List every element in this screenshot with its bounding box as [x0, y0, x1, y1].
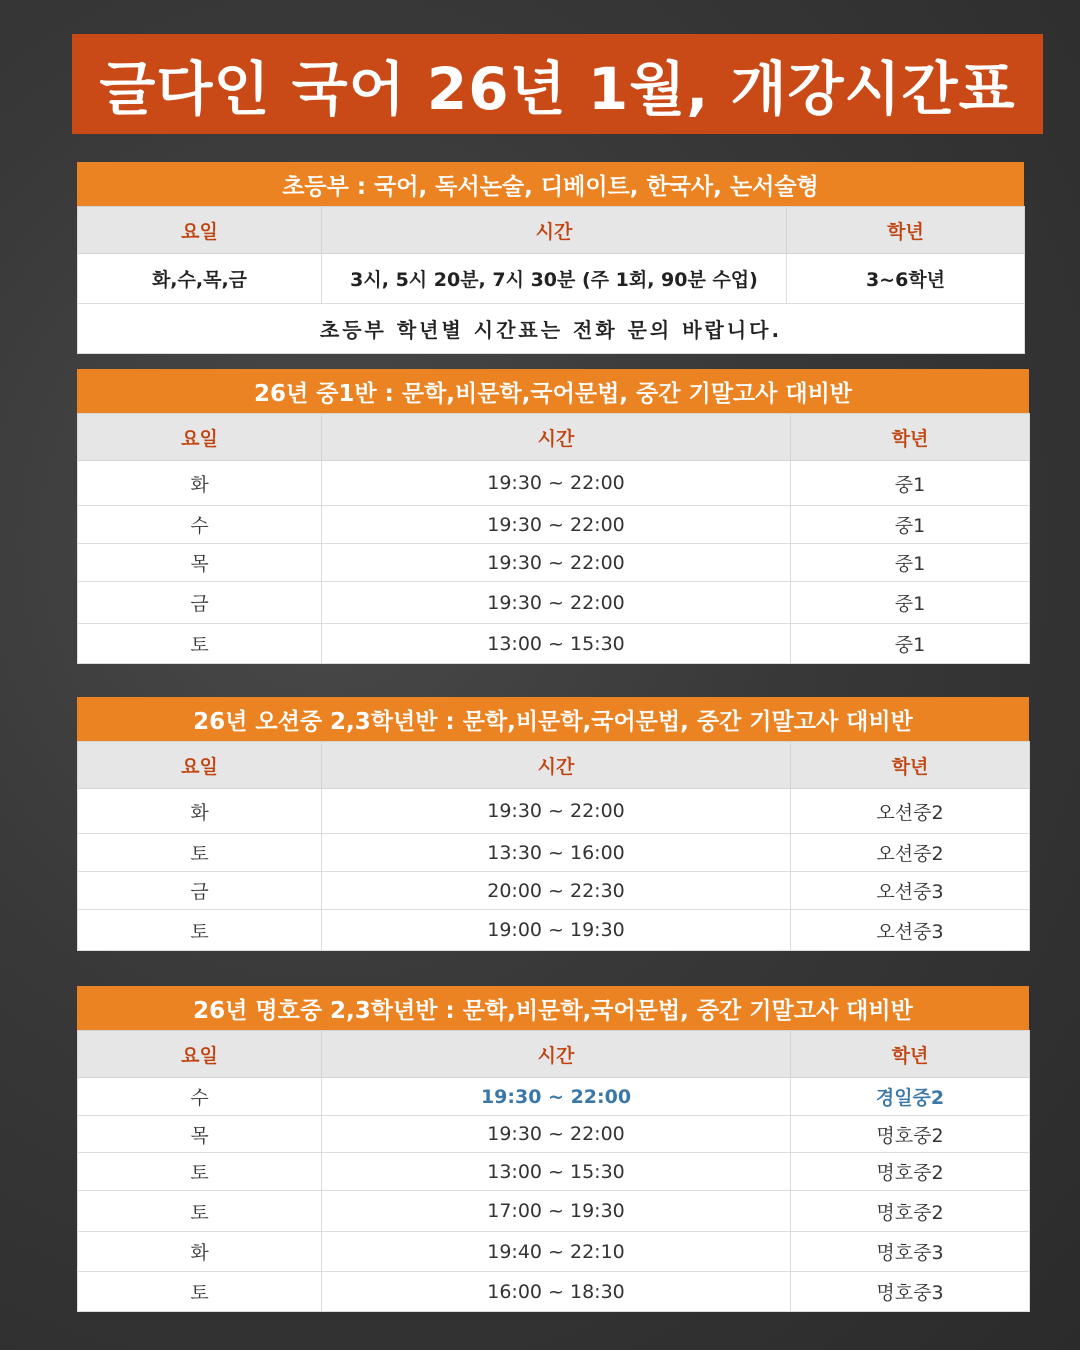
middle1-section [77, 369, 1029, 664]
cell-grade: 중1 [791, 544, 1030, 582]
cell-grade: 명호중2 [791, 1116, 1030, 1153]
cell-day: 수 [78, 1078, 322, 1116]
cell-time: 19:40 ~ 22:10 [322, 1232, 791, 1272]
header-grade: 학년 [791, 1031, 1030, 1078]
cell-grade: 오션중2 [791, 834, 1030, 872]
cell-time: 19:30 ~ 22:00 [322, 582, 791, 624]
elementary-note: 초등부 학년별 시간표는 전화 문의 바랍니다. [78, 304, 1025, 354]
cell-time: 3시, 5시 20분, 7시 30분 (주 1회, 90분 수업) [322, 254, 787, 304]
cell-day: 화 [78, 789, 322, 834]
cell-day: 금 [78, 582, 322, 624]
header-time: 시간 [322, 207, 787, 254]
cell-day: 금 [78, 872, 322, 910]
table-row [78, 582, 1030, 624]
cell-grade: 경일중2 [791, 1078, 1030, 1116]
myeongho-heading: 26년 명호중 2,3학년반 : 문학,비문학,국어문법, 중간 기말고사 대비반 [77, 986, 1029, 1030]
elementary-heading: 초등부 : 국어, 독서논술, 디베이트, 한국사, 논서술형 [77, 162, 1024, 206]
cell-time: 19:30 ~ 22:00 [322, 461, 791, 506]
cell-grade: 중1 [791, 506, 1030, 544]
cell-time: 13:00 ~ 15:30 [322, 624, 791, 664]
cell-day: 토 [78, 1272, 322, 1312]
cell-day: 화 [78, 1232, 322, 1272]
table-row [78, 461, 1030, 506]
header-day: 요일 [78, 207, 322, 254]
cell-day: 화,수,목,금 [78, 254, 322, 304]
table-row [78, 1153, 1030, 1191]
oseon-section [77, 697, 1029, 951]
cell-grade: 3~6학년 [787, 254, 1025, 304]
oseon-heading: 26년 오션중 2,3학년반 : 문학,비문학,국어문법, 중간 기말고사 대비반 [77, 697, 1029, 741]
elementary-table [77, 206, 1025, 354]
cell-grade: 중1 [791, 624, 1030, 664]
cell-day: 토 [78, 1191, 322, 1232]
cell-time: 13:00 ~ 15:30 [322, 1153, 791, 1191]
table-row [78, 789, 1030, 834]
cell-grade: 오션중2 [791, 789, 1030, 834]
table-row [78, 1232, 1030, 1272]
oseon-table [77, 741, 1030, 951]
cell-day: 토 [78, 910, 322, 951]
table-row [78, 910, 1030, 951]
table-header-row [78, 1031, 1030, 1078]
cell-day: 목 [78, 1116, 322, 1153]
elementary-section [77, 162, 1024, 354]
middle1-table [77, 413, 1030, 664]
table-row [78, 1272, 1030, 1312]
table-row [78, 834, 1030, 872]
header-day: 요일 [78, 1031, 322, 1078]
cell-grade: 오션중3 [791, 872, 1030, 910]
header-grade: 학년 [791, 742, 1030, 789]
header-time: 시간 [322, 742, 791, 789]
table-row [78, 506, 1030, 544]
table-row [78, 1191, 1030, 1232]
myeongho-section [77, 986, 1029, 1312]
header-time: 시간 [322, 1031, 791, 1078]
cell-time: 20:00 ~ 22:30 [322, 872, 791, 910]
cell-day: 토 [78, 624, 322, 664]
myeongho-table [77, 1030, 1030, 1312]
cell-grade: 오션중3 [791, 910, 1030, 951]
table-row [78, 1116, 1030, 1153]
table-row [78, 872, 1030, 910]
page-title: 글다인 국어 26년 1월, 개강시간표 [72, 34, 1043, 134]
table-header-row [78, 414, 1030, 461]
cell-grade: 명호중2 [791, 1191, 1030, 1232]
table-row [78, 1078, 1030, 1116]
cell-time: 19:30 ~ 22:00 [322, 1116, 791, 1153]
table-row [78, 544, 1030, 582]
cell-grade: 명호중3 [791, 1232, 1030, 1272]
cell-grade: 명호중3 [791, 1272, 1030, 1312]
header-day: 요일 [78, 742, 322, 789]
header-grade: 학년 [791, 414, 1030, 461]
table-row [78, 254, 1025, 304]
cell-grade: 중1 [791, 461, 1030, 506]
cell-day: 토 [78, 834, 322, 872]
note-row [78, 304, 1025, 354]
cell-time: 17:00 ~ 19:30 [322, 1191, 791, 1232]
cell-day: 수 [78, 506, 322, 544]
cell-time: 19:00 ~ 19:30 [322, 910, 791, 951]
table-row [78, 624, 1030, 664]
cell-day: 화 [78, 461, 322, 506]
cell-day: 토 [78, 1153, 322, 1191]
table-header-row [78, 207, 1025, 254]
middle1-heading: 26년 중1반 : 문학,비문학,국어문법, 중간 기말고사 대비반 [77, 369, 1029, 413]
header-day: 요일 [78, 414, 322, 461]
cell-time: 19:30 ~ 22:00 [322, 1078, 791, 1116]
cell-time: 19:30 ~ 22:00 [322, 544, 791, 582]
header-time: 시간 [322, 414, 791, 461]
cell-grade: 중1 [791, 582, 1030, 624]
cell-time: 16:00 ~ 18:30 [322, 1272, 791, 1312]
cell-time: 19:30 ~ 22:00 [322, 506, 791, 544]
cell-grade: 명호중2 [791, 1153, 1030, 1191]
cell-time: 13:30 ~ 16:00 [322, 834, 791, 872]
table-header-row [78, 742, 1030, 789]
cell-day: 목 [78, 544, 322, 582]
header-grade: 학년 [787, 207, 1025, 254]
cell-time: 19:30 ~ 22:00 [322, 789, 791, 834]
